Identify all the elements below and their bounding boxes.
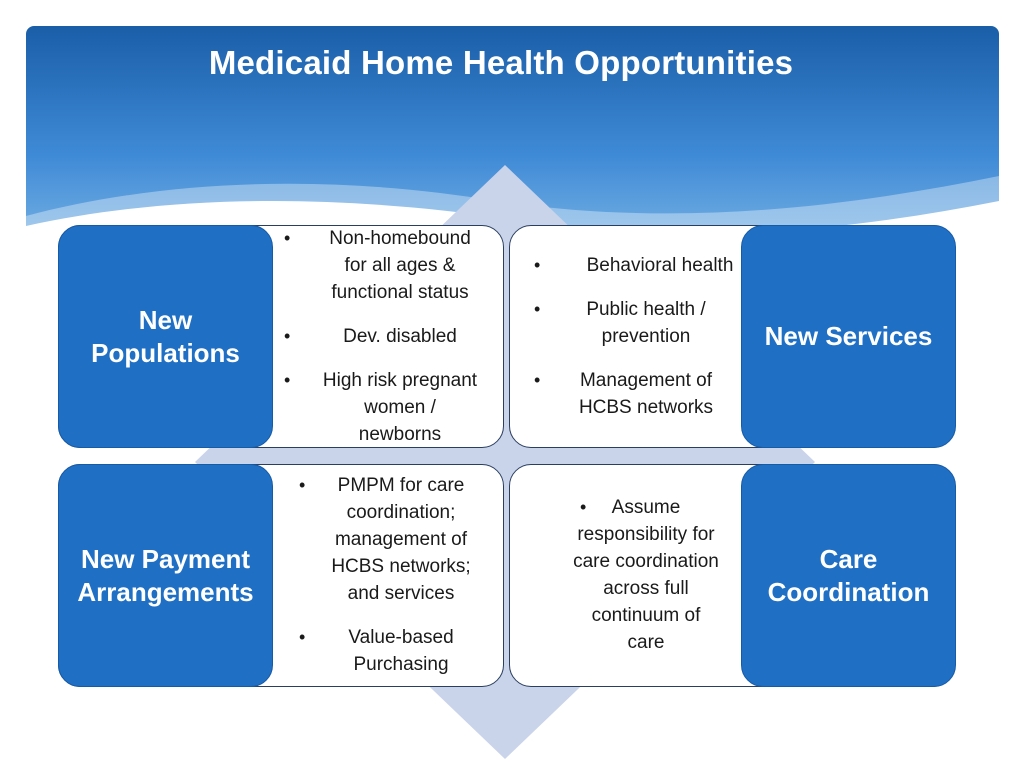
chip-care-coordination	[741, 464, 956, 687]
chip-new-services	[741, 225, 956, 448]
chip-new-payment	[58, 464, 273, 687]
bullet-assume-responsibility: • Assume responsibility for care coordination across full continuum of care	[530, 494, 762, 656]
chip-label-line1: Care	[819, 543, 878, 574]
chip-label: New Services	[764, 321, 933, 351]
chip-label-line1: New Payment	[80, 543, 251, 574]
bullet-non-homebound: • Non-homebound for all ages & functional status	[282, 225, 518, 306]
chip-label-line2: Populations	[91, 337, 240, 368]
chip-label-line2: Arrangements	[77, 576, 254, 607]
bullet-public-health: • Public health / prevention	[530, 296, 762, 350]
bullet-value-based: • Value-based Purchasing	[285, 624, 517, 678]
bullet-management-hcbs: • Management of HCBS networks	[530, 367, 762, 421]
chip-new-populations	[58, 225, 273, 448]
bullet-pmpm: • PMPM for care coordination; management of HCBS networks; and services	[285, 472, 517, 607]
bullet-high-risk: • High risk pregnant women / newborns	[282, 367, 518, 448]
chip-label-line1: New	[138, 304, 193, 335]
bullet-dev-disabled: • Dev. disabled	[282, 323, 518, 350]
new-payment-bullets	[285, 472, 517, 678]
new-populations-bullets	[282, 225, 518, 448]
page-title: Medicaid Home Health Opportunities	[208, 44, 794, 81]
new-services-bullets	[530, 252, 762, 421]
chip-label-line2: Coordination	[767, 576, 930, 607]
bullet-behavioral-health: • Behavioral health	[530, 252, 762, 279]
care-coordination-bullets	[530, 494, 762, 656]
